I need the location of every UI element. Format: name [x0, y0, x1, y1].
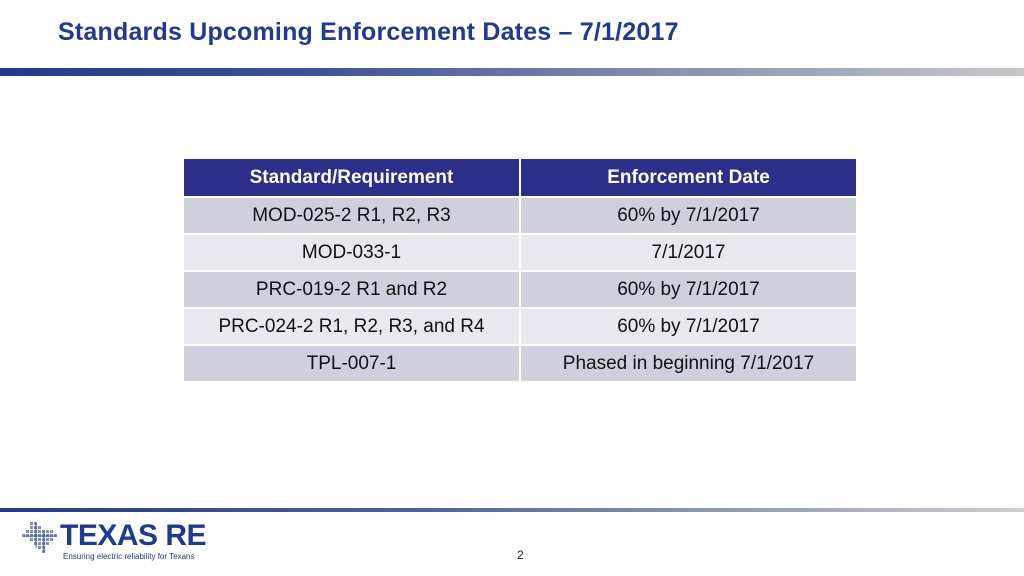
cell-enforcement-date: Phased in beginning 7/1/2017	[520, 345, 856, 382]
logo-wordmark: TEXAS RE	[60, 519, 207, 552]
table-header-row	[184, 159, 856, 197]
table-row	[184, 308, 856, 345]
column-header-enforcement-date: Enforcement Date	[520, 159, 856, 197]
table-row	[184, 234, 856, 271]
footer-divider-bar	[0, 508, 1024, 512]
cell-standard: PRC-019-2 R1 and R2	[184, 271, 520, 308]
table-row	[184, 197, 856, 234]
cell-standard: PRC-024-2 R1, R2, R3, and R4	[184, 308, 520, 345]
cell-enforcement-date: 60% by 7/1/2017	[520, 271, 856, 308]
table-row	[184, 345, 856, 382]
cell-standard: TPL-007-1	[184, 345, 520, 382]
texas-grid-map-icon	[22, 520, 62, 566]
table-row	[184, 271, 856, 308]
page-number: 2	[517, 548, 524, 562]
cell-enforcement-date: 60% by 7/1/2017	[520, 308, 856, 345]
column-header-standard: Standard/Requirement	[184, 159, 520, 197]
standards-table	[184, 159, 856, 383]
logo-tagline: Ensuring electric reliability for Texans	[63, 552, 195, 561]
cell-standard: MOD-033-1	[184, 234, 520, 271]
cell-standard: MOD-025-2 R1, R2, R3	[184, 197, 520, 234]
slide-title: Standards Upcoming Enforcement Dates – 7/1/2017	[58, 18, 679, 46]
cell-enforcement-date: 60% by 7/1/2017	[520, 197, 856, 234]
cell-enforcement-date: 7/1/2017	[520, 234, 856, 271]
title-underline-bar	[0, 68, 1024, 76]
